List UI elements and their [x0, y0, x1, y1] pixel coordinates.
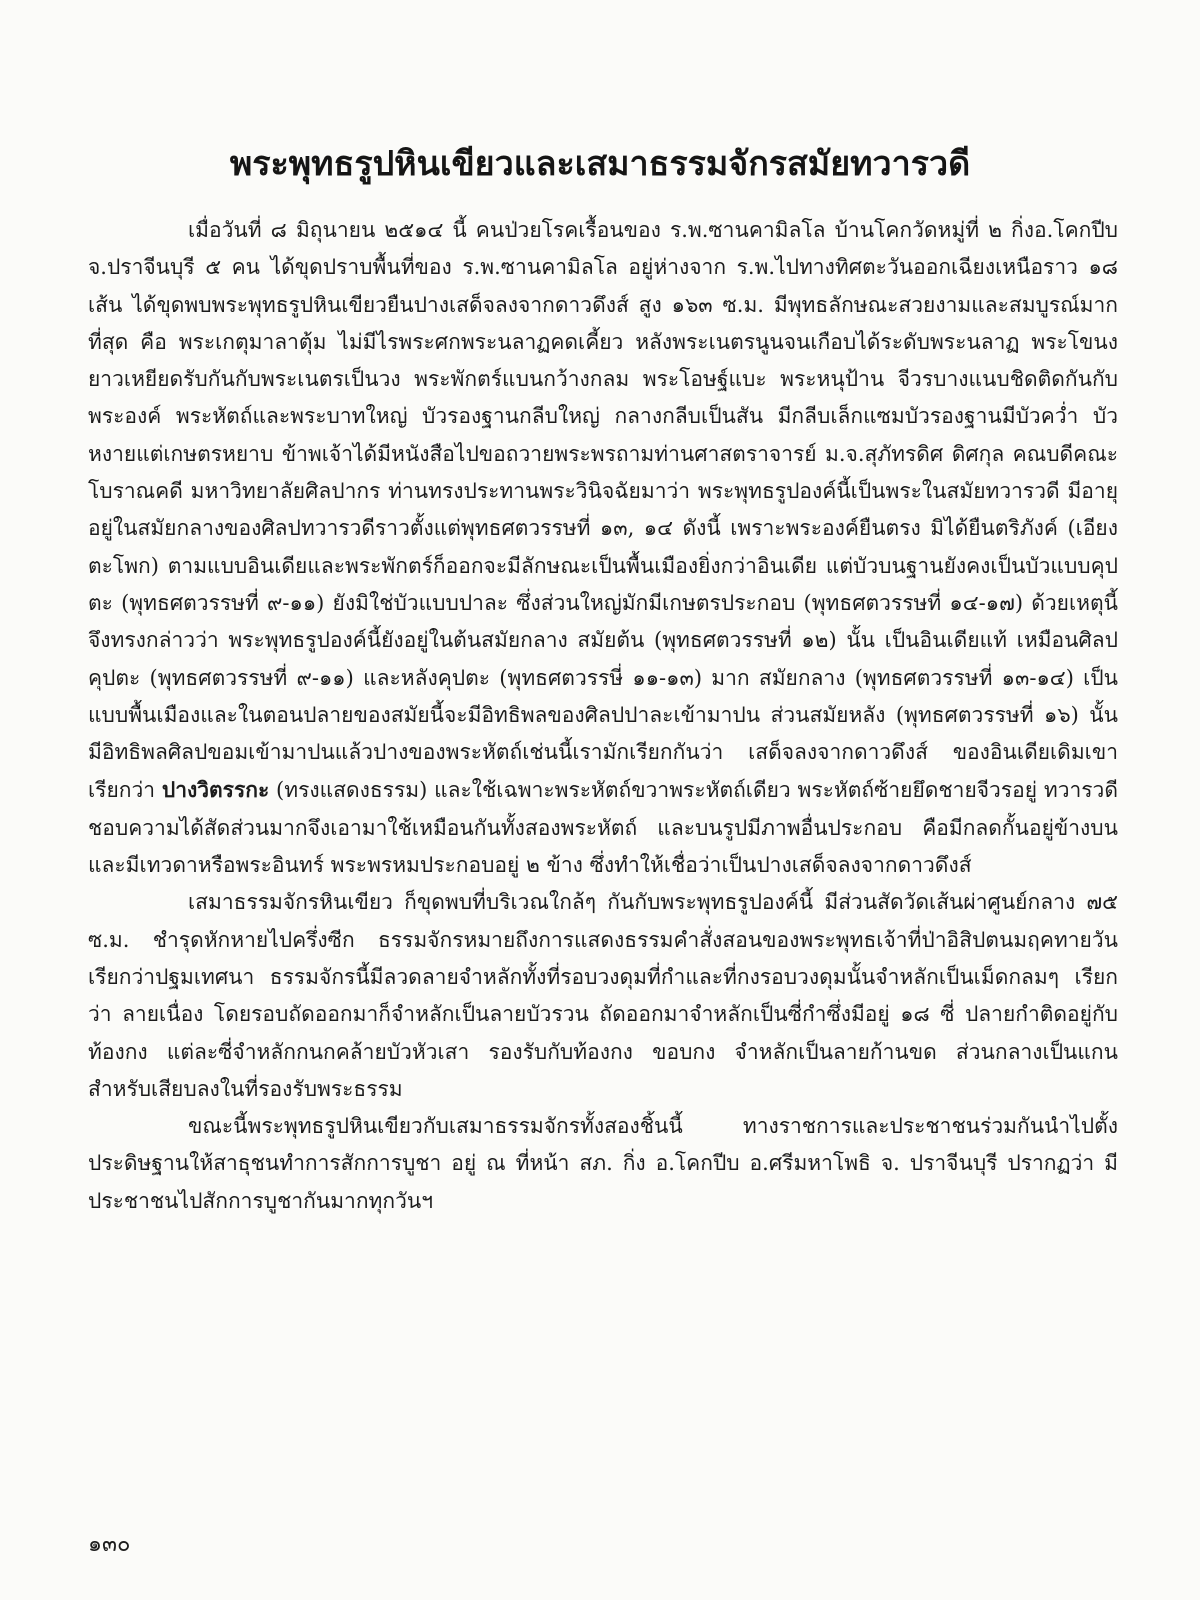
paragraph-text: (ทรงแสดงธรรม) และใช้เฉพาะพระหัตถ์ขวาพระหัตถ์เดียว พระหัตถ์ซ้ายยึดชายจีวรอยู่ ทวารวดีชอบความได้สัดส่วนมากจึงเอามาใช้เหมือนกันทั้งสองพระหัตถ์ และบนรูปมีภาพอื่นประกอบ คือมีกลดกั้นอยู่ข้างบน และมีเทวดาหรือพระอินทร์ พระพรหมประกอบอยู่ ๒ ข้าง ซึ่งทำให้เชื่อว่าเป็นปางเสด็จลงจากดาวดึงส์ [88, 778, 1118, 878]
paragraph-current-location: ขณะนี้พระพุทธรูปหินเขียวกับเสมาธรรมจักรทั้งสองชิ้นนี้ ทางราชการและประชาชนร่วมกันนำไปตั้งประดิษฐานให้สาธุชนทำการสักการบูชา อยู่ ณ ที่หน้า สภ. กิ่ง อ.โคกปีบ อ.ศรีมหาโพธิ จ. ปราจีนบุรี ปรากฏว่า มีประชาชนไปสักการบูชากันมากทุกวันฯ [88, 1114, 1118, 1213]
paragraph-buddha-image [88, 212, 1118, 884]
paragraph-text: เมื่อวันที่ ๘ มิถุนายน ๒๕๑๔ นี้ คนป่วยโรคเรื้อนของ ร.พ.ซานคามิลโล บ้านโคกวัดหมู่ที่ ๒ กิ่งอ.โคกปีบ จ.ปราจีนบุรี ๕ คน ได้ขุดปราบพื้นที่ของ ร.พ.ซานคามิลโล อยู่ห่างจาก ร.พ.ไปทางทิศตะวันออกเฉียงเหนือราว ๑๘ เส้น ได้ขุดพบพระพุทธรูปหินเขียวยืนปางเสด็จลงจากดาวดึงส์ สูง ๑๖๓ ซ.ม. มีพุทธลักษณะสวยงามและสมบูรณ์มากที่สุด คือ พระเกตุมาลาตุ้ม ไม่มีไรพระศกพระนลาฏคดเคี้ยว หลังพระเนตรนูนจนเกือบได้ระดับพระนลาฏ พระโขนงยาวเหยียดรับกันกับพระเนตรเป็นวง พระพักตร์แบนกว้างกลม พระโอษฐ์แบะ พระหนุป้าน จีวรบางแนบชิดติดกันกับพระองค์ พระหัตถ์และพระบาทใหญ่ บัวรองฐานกลีบใหญ่ กลางกลีบเป็นสัน มีกลีบเล็กแซมบัวรองฐานมีบัวคว่ำ บัวหงายแต่เกษตรหยาบ ข้าพเจ้าได้มีหนังสือไปขอถวายพระพรถามท่านศาสตราจารย์ ม.จ.สุภัทรดิศ ดิศกุล คณบดีคณะโบราณคดี มหาวิทยาลัยศิลปากร ท่านทรงประทานพระวินิจฉัยมาว่า พระพุทธรูปองค์นี้เป็นพระในสมัยทวารวดี มีอายุอยู่ในสมัยกลางของศิลปทวารวดีราวตั้งแต่พุทธศตวรรษที่ ๑๓, ๑๔ ดังนี้ เพราะพระองค์ยืนตรง มิได้ยืนตริภังค์ (เอียงตะโพก) ตามแบบอินเดียและพระพักตร์ก็ออกจะมีลักษณะเป็นพื้นเมืองยิ่งกว่าอินเดีย แต่บัวบนฐานยังคงเป็นบัวแบบคุปตะ (พุทธศตวรรษที่ ๙-๑๑) ยังมิใช่บัวแบบปาละ ซึ่งส่วนใหญ่มักมีเกษตรประกอบ (พุทธศตวรรษที่ ๑๔-๑๗) ด้วยเหตุนี้จึงทรงกล่าวว่า พระพุทธรูปองค์นี้ยังอยู่ในต้นสมัยกลาง สมัยต้น (พุทธศตวรรษที่ ๑๒) นั้น เป็นอินเดียแท้ เหมือนศิลปคุปตะ (พุทธศตวรรษที่ ๙-๑๑) และหลังคุปตะ (พุทธศตวรรษี่ ๑๑-๑๓) มาก สมัยกลาง (พุทธศตวรรษที่ ๑๓-๑๔) เป็นแบบพื้นเมืองและในตอนปลายของสมัยนี้จะมีอิทธิพลของศิลปปาละเข้ามาปน ส่วนสมัยหลัง (พุทธศตวรรษที่ ๑๖) นั้น มีอิทธิพลศิลปขอมเข้ามาปนแล้วปางของพระหัตถ์เช่นนี้เรามักเรียกกันว่า เสด็จลงจากดาวดึงส์ ของอินเดียเดิมเขาเรียกว่า [88, 218, 1118, 803]
emphasized-term: ปางวิตรรกะ [161, 777, 270, 803]
page-number: ๑๓๐ [88, 1532, 131, 1557]
paragraph-dharma-wheel: เสมาธรรมจักรหินเขียว ก็ขุดพบที่บริเวณใกล้ๆ กันกับพระพุทธรูปองค์นี้ มีส่วนสัดวัดเส้นผ่าศูนย์กลาง ๗๕ ซ.ม. ชำรุดหักหายไปครึ่งซีก ธรรมจักรหมายถึงการแสดงธรรมคำสั่งสอนของพระพุทธเจ้าที่ป่าอิสิปตนมฤคทายวัน เรียกว่าปฐมเทศนา ธรรมจักรนี้มีลวดลายจำหลักทั้งที่รอบวงดุมที่กำและที่กงรอบวงดุมนั้นจำหลักเป็นเม็ดกลมๆ เรียกว่า ลายเนื่อง โดยรอบถัดออกมาก็จำหลักเป็นลายบัวรวน ถัดออกมาจำหลักเป็นซี่กำซึ่งมีอยู่ ๑๘ ซี่ ปลายกำติดอยู่กับท้องกง แต่ละซี่จำหลักกนกคล้ายบัวหัวเสา รองรับกับท้องกง ขอบกง จำหลักเป็นลายก้านขด ส่วนกลางเป็นแกนสำหรับเสียบลงในที่รองรับพระธรรม [88, 890, 1118, 1101]
page-title: พระพุทธรูปหินเขียวและเสมาธรรมจักรสมัยทวารวดี [229, 144, 971, 184]
article-body [88, 212, 1118, 1220]
